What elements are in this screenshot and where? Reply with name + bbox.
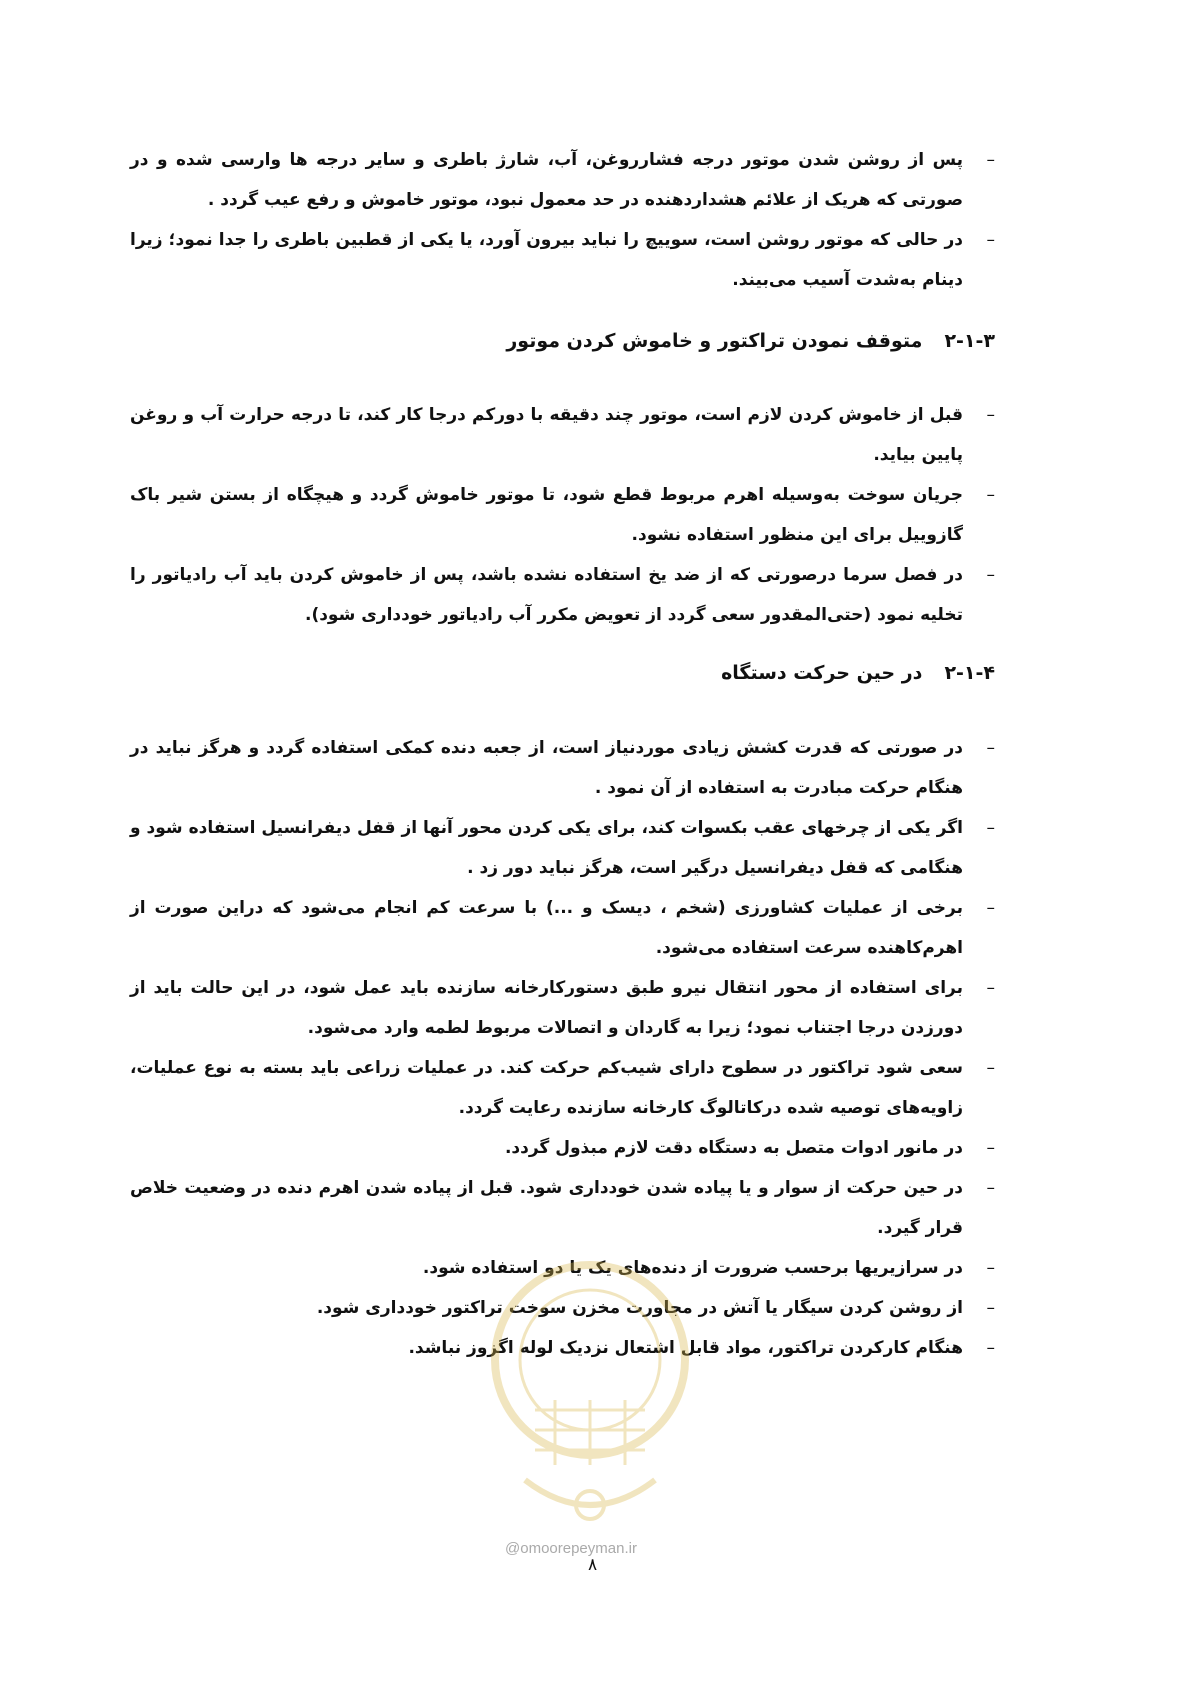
- bullet-dash: –: [986, 738, 995, 758]
- list-item: [130, 888, 995, 968]
- list-item-text: در حالی که موتور روشن است، سوییچ را نباید بیرون آورد، یا یکی از قطبین باطری را جدا نمود؛ زیرا دینام به‌شدت آسیب می‌بیند.: [130, 230, 963, 290]
- list-item-text: هنگام کارکردن تراکتور، مواد قابل اشتعال نزدیک لوله اگزوز نباشد.: [408, 1338, 963, 1358]
- list-item: [130, 395, 995, 475]
- list-item-text: قبل از خاموش کردن لازم است، موتور چند دقیقه با دورکم درجا کار کند، تا درجه حرارت آب و روغن پایین بیاید.: [130, 405, 963, 465]
- section-1-list: [130, 140, 995, 300]
- list-item-text: اگر یکی از چرخهای عقب بکسوات کند، برای یکی کردن محور آنها از قفل دیفرانسیل استفاده شود و هنگامی که قفل دیفرانسیل درگیر است، هرگز نباید دور زد .: [130, 818, 963, 878]
- watermark-logo: [475, 1250, 705, 1550]
- list-item-text: سعی شود تراکتور در سطوح دارای شیب‌کم حرکت کند. در عملیات زراعی باید بسته به نوع عملیات، زاویه‌های توصیه شده درکاتالوگ کارخانه سازنده رعایت گردد.: [130, 1058, 963, 1118]
- bullet-dash: –: [986, 1258, 995, 1278]
- list-item-text: در سرازیریها برحسب ضرورت از دنده‌های یک یا دو استفاده شود.: [422, 1258, 963, 1278]
- list-item: [130, 555, 995, 635]
- list-item-text: برای استفاده از محور انتقال نیرو طبق دستورکارخانه سازنده باید عمل شود، در این حالت باید از دورزدن درجا اجتناب نمود؛ زیرا به گاردان و اتصالات مربوط لطمه وارد می‌شود.: [130, 978, 963, 1038]
- section-title: متوقف نمودن تراکتور و خاموش کردن موتور: [506, 330, 923, 352]
- list-item: [130, 1048, 995, 1128]
- section-heading-2-1-3: [506, 330, 995, 352]
- list-item: [130, 808, 995, 888]
- bullet-dash: –: [986, 150, 995, 170]
- bullet-dash: –: [986, 978, 995, 998]
- watermark-url: @omoorepeyman.ir: [505, 1540, 637, 1557]
- list-item: [130, 475, 995, 555]
- section-title: در حین حرکت دستگاه: [721, 662, 923, 684]
- list-item-text: در صورتی که قدرت کشش زیادی موردنیاز است، از جعبه دنده کمکی استفاده گردد و هرگز نباید در هنگام حرکت مبادرت به استفاده از آن نمود .: [130, 738, 963, 798]
- list-item-text: پس از روشن شدن موتور درجه فشارروغن، آب، شارژ باطری و سایر درجه ها وارسی شده و در صورتی که هریک از علائم هشداردهنده در حد معمول نبود، موتور خاموش و رفع عیب گردد .: [130, 150, 963, 210]
- section-heading-2-1-4: [721, 662, 995, 684]
- section-number: ۲-۱-۴: [944, 662, 995, 684]
- bullet-dash: –: [986, 405, 995, 425]
- bullet-dash: –: [986, 485, 995, 505]
- bullet-dash: –: [986, 230, 995, 250]
- list-item-text: برخی از عملیات کشاورزی (شخم ، دیسک و ...) با سرعت کم انجام می‌شود که دراین صورت از اهرم‌کاهنده سرعت استفاده می‌شود.: [130, 898, 963, 958]
- bullet-dash: –: [986, 565, 995, 585]
- bullet-dash: –: [986, 1138, 995, 1158]
- bullet-dash: –: [986, 1338, 995, 1358]
- list-item: [130, 728, 995, 808]
- list-item: [130, 1128, 995, 1168]
- list-item-text: در مانور ادوات متصل به دستگاه دقت لازم مبذول گردد.: [504, 1138, 963, 1158]
- list-item: [130, 968, 995, 1048]
- bullet-dash: –: [986, 818, 995, 838]
- list-item: [130, 220, 995, 300]
- bullet-dash: –: [986, 1058, 995, 1078]
- bullet-dash: –: [986, 1178, 995, 1198]
- list-item-text: جریان سوخت به‌وسیله اهرم مربوط قطع شود، تا موتور خاموش گردد و هیچگاه از بستن شیر باک گازوییل برای این منظور استفاده نشود.: [130, 485, 963, 545]
- section-2-list: [130, 395, 995, 635]
- page-number: ۸: [588, 1555, 598, 1575]
- bullet-dash: –: [986, 1298, 995, 1318]
- list-item-text: در حین حرکت از سوار و یا پیاده شدن خودداری شود. قبل از پیاده شدن اهرم دنده در وضعیت خلاص قرار گیرد.: [130, 1178, 963, 1238]
- list-item: [130, 1168, 995, 1248]
- list-item-text: در فصل سرما درصورتی که از ضد یخ استفاده نشده باشد، پس از خاموش کردن باید آب رادیاتور را تخلیه نمود (حتی‌المقدور سعی گردد از تعویض مکرر آب رادیاتور خودداری شود).: [130, 565, 963, 625]
- section-number: ۲-۱-۳: [944, 330, 995, 352]
- list-item: [130, 140, 995, 220]
- list-item-text: از روشن کردن سیگار یا آتش در مجاورت مخزن سوخت تراکتور خودداری شود.: [316, 1298, 963, 1318]
- bullet-dash: –: [986, 898, 995, 918]
